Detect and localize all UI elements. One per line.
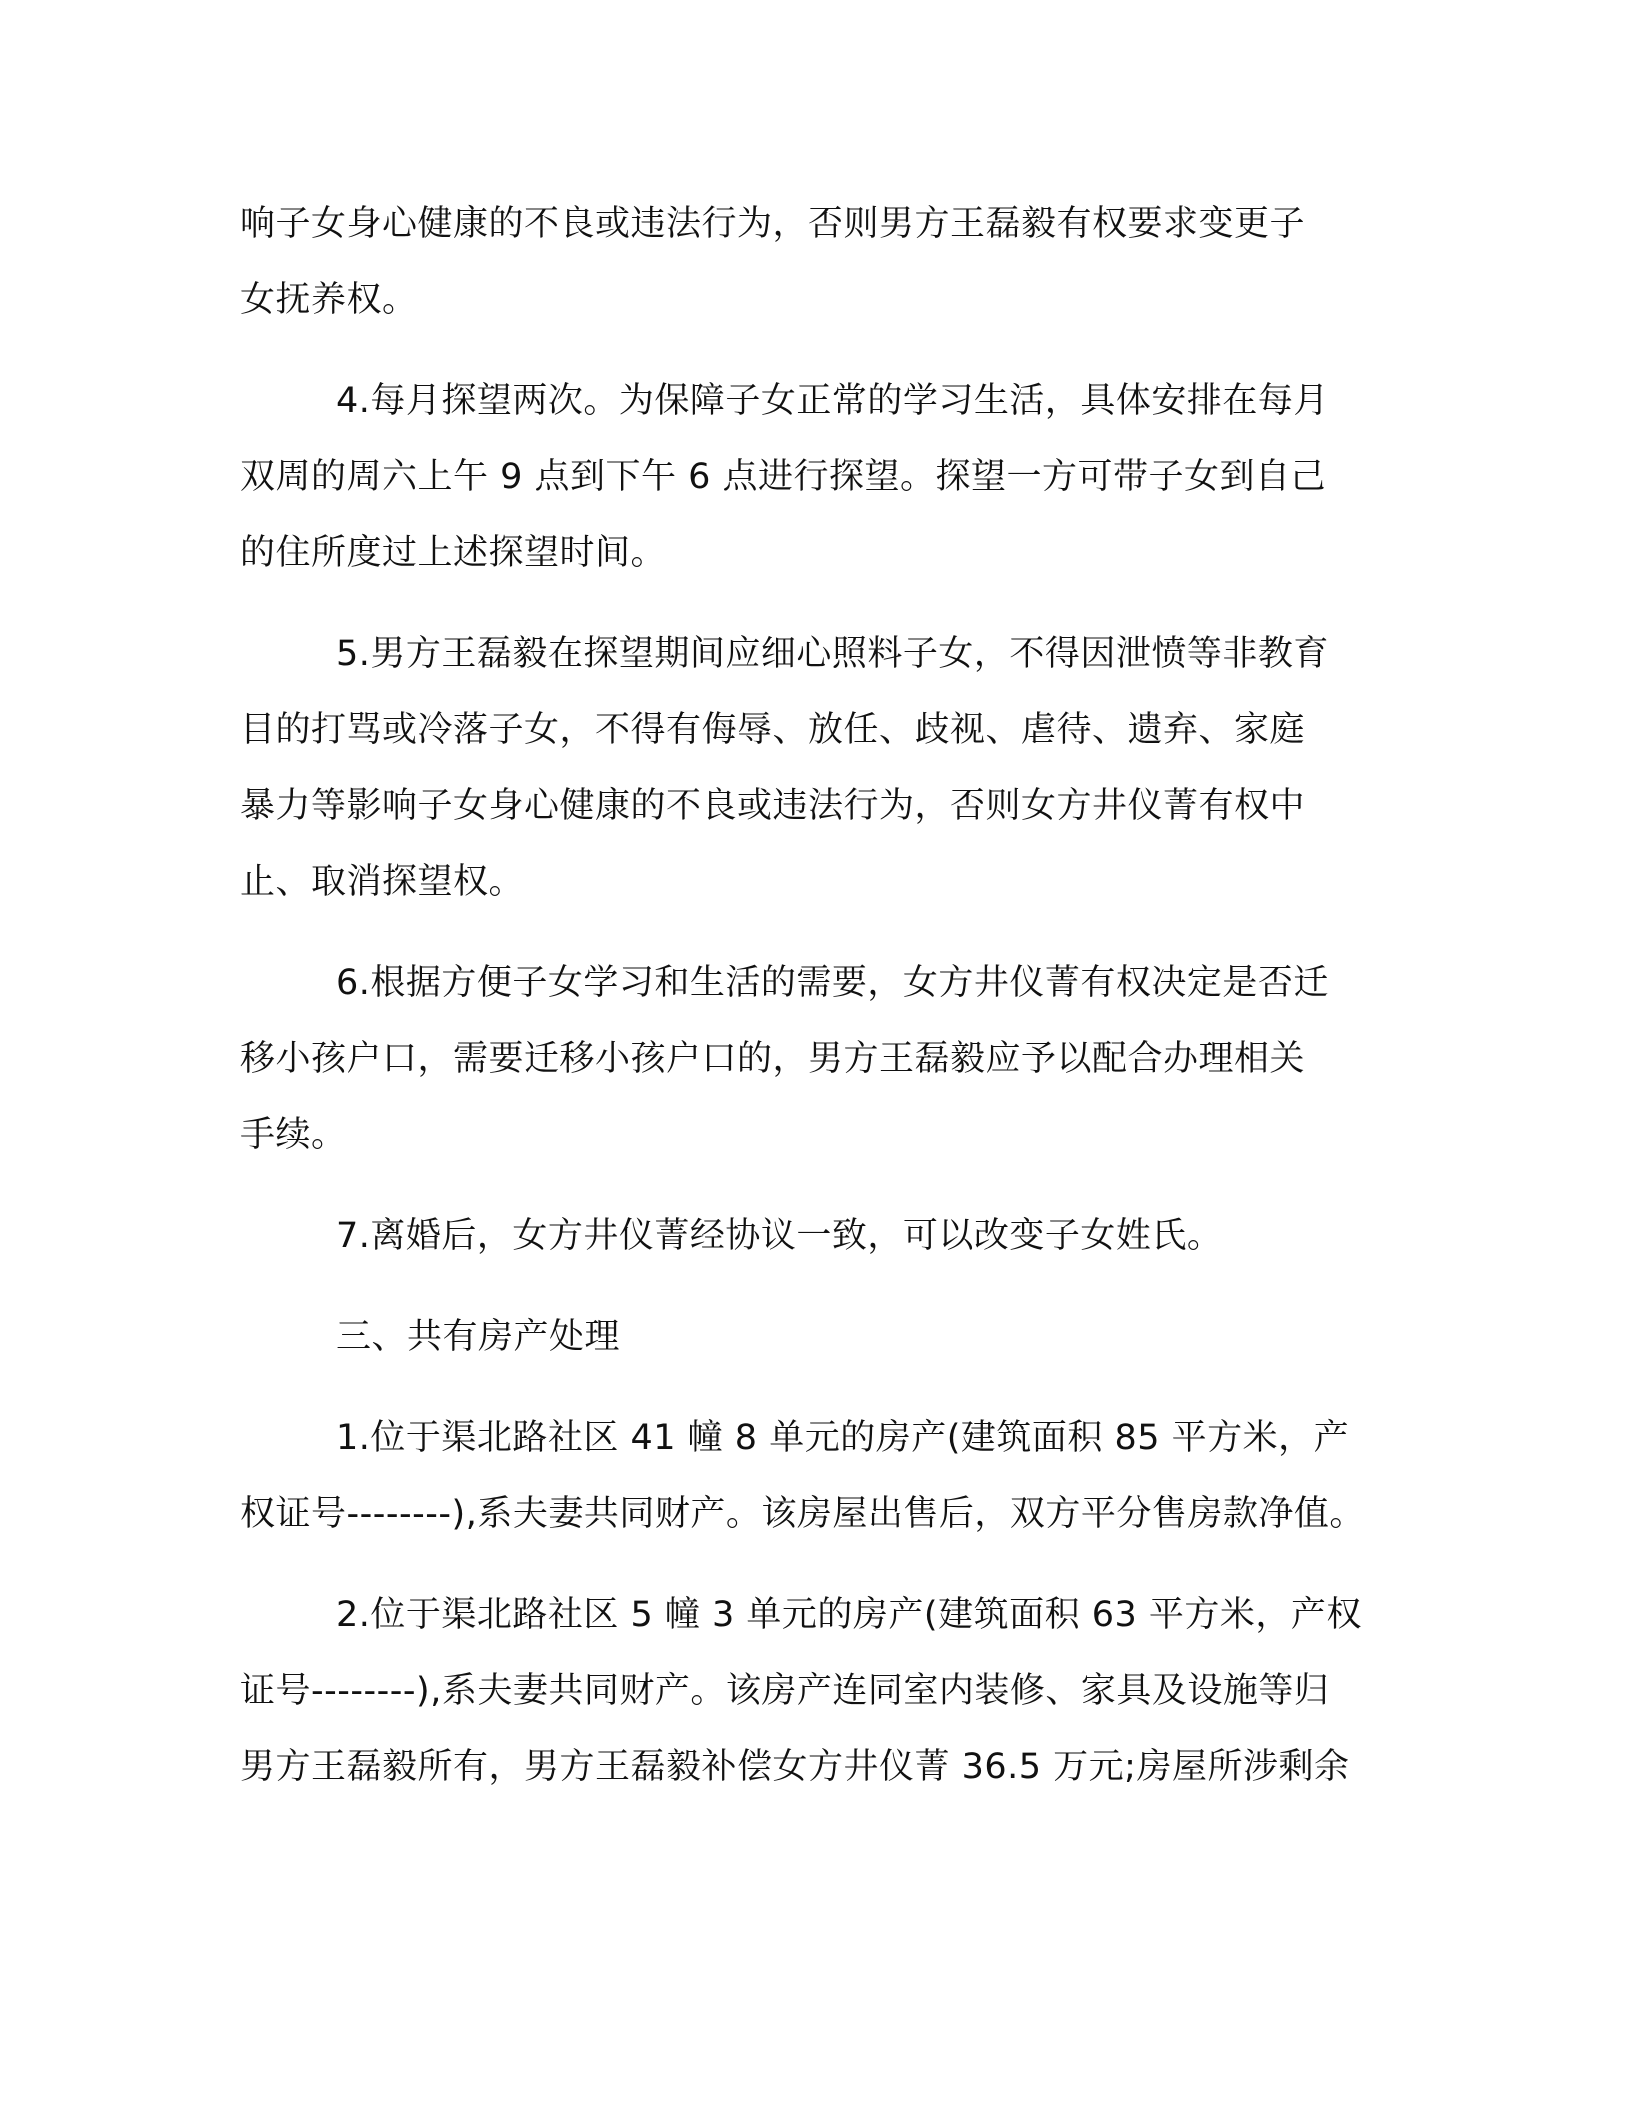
paragraph-item-7	[240, 1198, 1410, 1274]
text-line: 男方王磊毅所有，男方王磊毅补偿女方井仪菁 36.5 万元;房屋所涉剩余	[240, 1747, 1350, 1787]
text-line: 目的打骂或冷落子女，不得有侮辱、放任、歧视、虐待、遗弃、家庭	[240, 710, 1306, 750]
document-body	[240, 186, 1410, 1830]
text-line: 暴力等影响子女身心健康的不良或违法行为，否则女方井仪菁有权中	[240, 786, 1306, 826]
paragraph-property-1	[240, 1400, 1410, 1552]
paragraph-property-2	[240, 1577, 1410, 1805]
text-line: 6.根据方便子女学习和生活的需要，女方井仪菁有权决定是否迁	[336, 963, 1329, 1003]
text-line: 响子女身心健康的不良或违法行为，否则男方王磊毅有权要求变更子	[240, 204, 1306, 244]
section-heading	[240, 1299, 1410, 1375]
paragraph-continuation	[240, 186, 1410, 338]
text-line: 7.离婚后，女方井仪菁经协议一致，可以改变子女姓氏。	[336, 1216, 1223, 1256]
text-line: 止、取消探望权。	[240, 862, 525, 902]
text-line: 证号--------),系夫妻共同财产。该房产连同室内装修、家具及设施等归	[240, 1671, 1330, 1711]
paragraph-item-6	[240, 945, 1410, 1173]
text-line: 双周的周六上午 9 点到下午 6 点进行探望。探望一方可带子女到自己	[240, 457, 1327, 497]
text-line: 5.男方王磊毅在探望期间应细心照料子女，不得因泄愤等非教育	[336, 634, 1329, 674]
text-line: 女抚养权。	[240, 280, 418, 320]
text-line: 权证号--------),系夫妻共同财产。该房屋出售后，双方平分售房款净值。	[240, 1494, 1365, 1534]
text-line: 4.每月探望两次。为保障子女正常的学习生活，具体安排在每月	[336, 381, 1329, 421]
paragraph-item-5	[240, 616, 1410, 920]
text-line: 移小孩户口，需要迁移小孩户口的，男方王磊毅应予以配合办理相关	[240, 1039, 1306, 1079]
text-line: 的住所度过上述探望时间。	[240, 533, 667, 573]
text-line: 手续。	[240, 1115, 347, 1155]
section-heading-text: 三、共有房产处理	[336, 1317, 621, 1357]
paragraph-item-4	[240, 363, 1410, 591]
text-line: 1.位于渠北路社区 41 幢 8 单元的房产(建筑面积 85 平方米，产	[336, 1418, 1350, 1458]
text-line: 2.位于渠北路社区 5 幢 3 单元的房产(建筑面积 63 平方米，产权	[336, 1595, 1362, 1635]
